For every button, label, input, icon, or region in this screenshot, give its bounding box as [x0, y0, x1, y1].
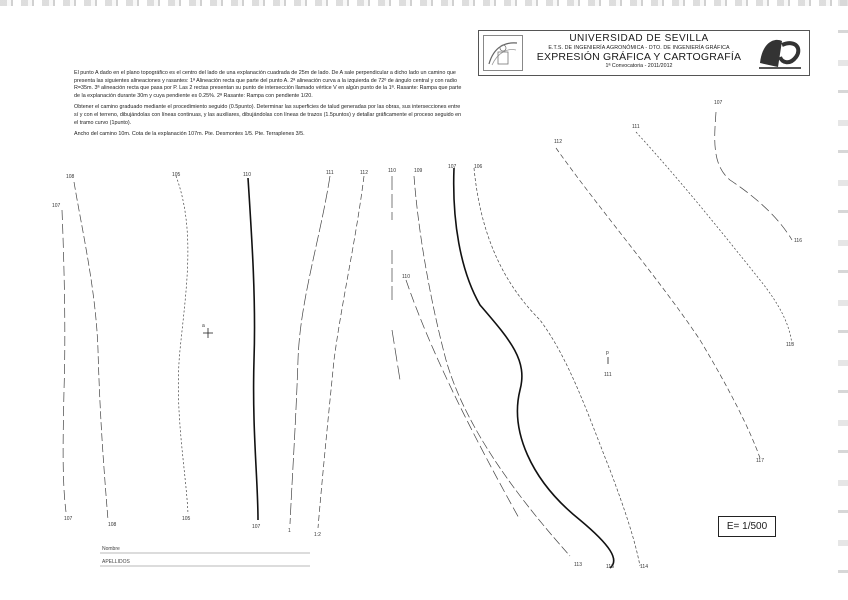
contour-line [406, 280, 520, 520]
contour-line [556, 148, 760, 458]
contour-label: 1 [288, 528, 291, 534]
group-field-label: APELLIDOS [102, 559, 130, 565]
contour-line-index [454, 168, 614, 568]
contour-label: 112 [554, 139, 562, 145]
contour-line [715, 112, 792, 240]
contour-label: 110 [402, 274, 410, 280]
contour-line-index [248, 178, 258, 520]
university-name: UNIVERSIDAD DE SEVILLA [569, 33, 709, 44]
contour-line [636, 132, 792, 345]
contour-line [62, 210, 66, 512]
contour-label: 111 [604, 372, 612, 378]
contour-line [474, 168, 640, 566]
contour-line [290, 176, 330, 524]
contour-label: 108 [66, 174, 75, 180]
contour-label: 111 [632, 124, 640, 130]
contour-label: 107 [714, 100, 723, 106]
statement-paragraph: Obtener el camino graduado mediante el procedimiento seguido (0.5punto). Determinar las superficies de talud generadas por las obras, sus intersecciones entre sí y con el terreno, dibujándolas con líneas continuas, y las auxiliares, dibujándolas con líneas de trazos (1.5puntos) y detallar gráficamente el proceso seguido en el tramo curvo (1punto). [74, 104, 462, 126]
point-a-marker [203, 328, 213, 338]
statement-paragraph: El punto A dado en el plano topográfico es el centro del lado de una explanación cuadrada de 25m de lado. De A sale perpendicular a dicho lado un camino que presenta las siguientes alineaciones y rasantes: 1ª Alineación recta que parte del punto A. 2ª alineación curva a la izquierda de 72º de ángulo central y con radio R=35m. 3ª alineación recta que pasa por P. Las 2 rectas presentan su punto de intersección llamado vértice V en algún punto de la 1ª. Rasante: Rampa que parte de la explanación durante 30m y cuya pendiente es 0.25%. 2ª Rasante: Rampa con pendiente 1/20. [74, 70, 462, 99]
map-scale-box [718, 516, 776, 537]
contour-label: 106 [474, 164, 483, 170]
contour-line [392, 176, 400, 380]
contour-line [74, 182, 108, 520]
contour-label: 114 [640, 564, 648, 570]
contour-line [318, 176, 364, 528]
contour-label: 105 [172, 172, 181, 178]
subject-title: EXPRESIÓN GRÁFICA Y CARTOGRAFÍA [536, 50, 742, 63]
point-a-label: a [202, 323, 205, 329]
name-field-label: Nombre [102, 546, 120, 552]
point-p-label: p [606, 350, 609, 356]
contour-label: 107 [64, 516, 73, 522]
map-scale-value: E= 1/500 [726, 521, 768, 532]
statement-paragraph: Ancho del camino 10m. Cota de la explanación 107m. Pte. Desmontes 1/5. Pte. Terraplenes 3/5. [74, 131, 305, 138]
contour-label: 107 [252, 524, 261, 530]
exam-session: 1ª Convocatoria - 2011/2012 [605, 62, 673, 69]
contour-label: 115 [606, 564, 614, 570]
contour-label: 107 [52, 203, 61, 209]
department-name: E.T.S. DE INGENIERÍA AGRONÓMICA - DTO. DE INGENIERÍA GRÁFICA [548, 44, 730, 51]
contour-label: 113 [574, 562, 582, 568]
contour-label: 107 [448, 164, 457, 170]
contour-label: 111 [326, 170, 334, 176]
contour-label: 1:2 [314, 532, 321, 538]
contour-label: 105 [182, 516, 191, 522]
contour-label: 108 [108, 522, 117, 528]
contour-label: 112 [360, 170, 368, 176]
contour-label: 110 [243, 172, 251, 178]
contour-label: 117 [756, 458, 764, 464]
contour-label: 116 [794, 238, 802, 244]
contour-label: 109 [414, 168, 423, 174]
contour-label: 113 [786, 342, 794, 348]
contour-label: 110 [388, 168, 396, 174]
contour-line [176, 176, 188, 514]
contour-line [414, 176, 570, 556]
